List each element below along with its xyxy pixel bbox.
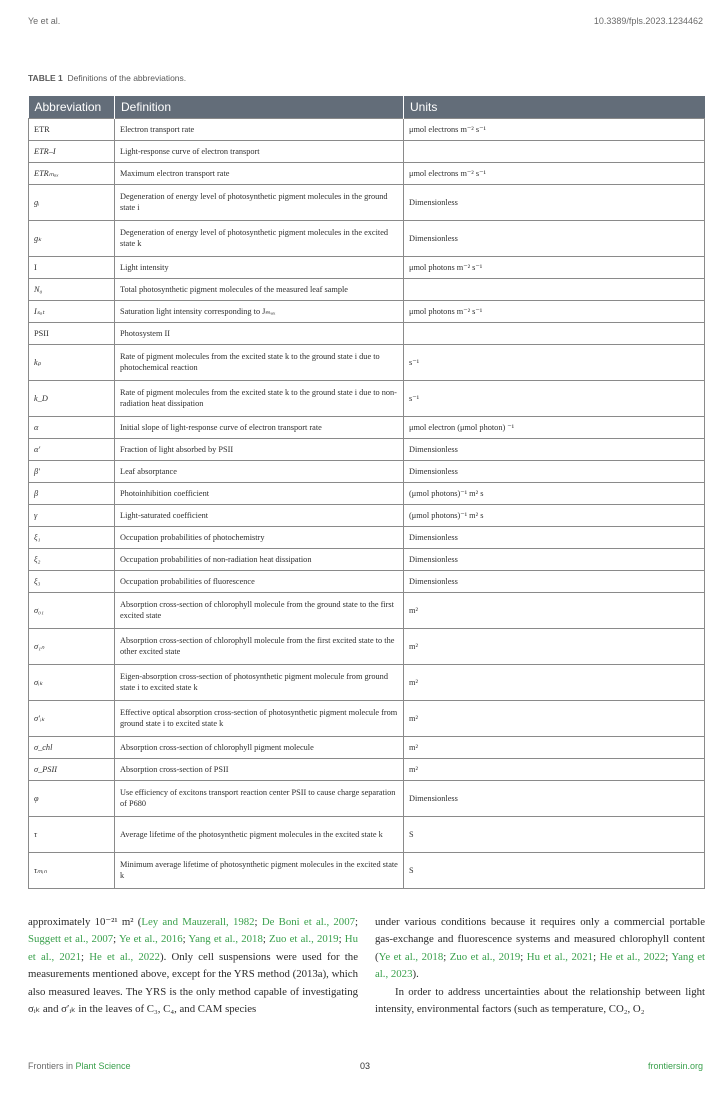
units-cell <box>404 700 705 736</box>
abbreviation-cell-text: ETRₘₐₓ <box>34 168 59 178</box>
units-cell-text: m² <box>409 742 418 752</box>
units-cell <box>404 758 705 780</box>
definition-cell <box>115 184 404 220</box>
abbreviation-cell-text: β <box>34 488 39 498</box>
definition-cell <box>115 162 404 184</box>
definition-cell <box>115 548 404 570</box>
units-cell-text: Dimensionless <box>409 466 458 476</box>
abbreviation-cell <box>29 700 115 736</box>
units-cell-text: S <box>409 865 414 875</box>
abbreviation-cell-text: β′ <box>34 466 40 476</box>
definition-cell <box>115 140 404 162</box>
definition-cell <box>115 220 404 256</box>
abbreviation-cell-text: kₚ <box>34 357 42 367</box>
units-cell <box>404 140 705 162</box>
units-cell-text: S <box>409 829 414 839</box>
table-caption <box>28 73 186 83</box>
units-cell-text: m² <box>409 641 418 651</box>
definition-cell <box>115 526 404 548</box>
footer-journal-name: Plant Science <box>75 1061 131 1071</box>
abbreviation-cell <box>29 300 115 322</box>
abbreviation-cell <box>29 758 115 780</box>
table-body <box>29 118 705 888</box>
table-row <box>29 570 705 592</box>
body-text-run: ; <box>182 933 189 946</box>
units-cell-text: μmol electrons m⁻² s⁻¹ <box>409 168 486 178</box>
units-cell-text: Dimensionless <box>409 233 458 243</box>
running-header-doi[interactable]: 10.3389/fpls.2023.1234462 <box>593 16 703 26</box>
definition-cell-text: Light-response curve of electron transport <box>120 146 260 156</box>
abbreviation-cell <box>29 548 115 570</box>
units-cell-text: Dimensionless <box>409 576 458 586</box>
abbreviation-cell-text: σ₁ₙ <box>34 641 45 651</box>
abbreviation-cell <box>29 628 115 664</box>
definition-cell <box>115 664 404 700</box>
column-header-definition: Definition <box>115 96 404 118</box>
definition-cell <box>115 438 404 460</box>
table-header-row <box>29 96 705 118</box>
body-text-run: ; <box>593 950 600 963</box>
table-row <box>29 438 705 460</box>
citation-link[interactable]: De Boni et al., 2007 <box>261 916 356 928</box>
units-cell-text: Dimensionless <box>409 793 458 803</box>
units-cell-text: μmol electrons m⁻² s⁻¹ <box>409 124 486 134</box>
definition-cell-text: Total photosynthetic pigment molecules of the measured leaf sample <box>120 284 348 294</box>
definition-cell-text: Light-saturated coefficient <box>120 510 209 520</box>
table-row <box>29 300 705 322</box>
abbreviation-cell <box>29 162 115 184</box>
table-row <box>29 460 705 482</box>
body-text-run: ). Only cell suspensions were used for the measurements mentioned above, except for the YRS method (2013a), which also measured leaves. The YRS is the only method capable of investigating σᵢₖ and σ′ᵢₖ in the leaves of C₃, C₄, and CAM species <box>28 950 358 1016</box>
definition-cell-text: Occupation probabilities of photochemistry <box>120 532 265 542</box>
table-row <box>29 118 705 140</box>
table-row <box>29 780 705 816</box>
units-cell-text: Dimensionless <box>409 444 458 454</box>
body-text-run: ; <box>520 950 527 963</box>
body-text-run: ; <box>355 916 359 928</box>
units-cell-text: s⁻¹ <box>409 357 420 367</box>
abbreviation-cell <box>29 438 115 460</box>
body-text-run: ; <box>113 933 119 946</box>
definition-cell <box>115 482 404 504</box>
abbreviation-cell <box>29 416 115 438</box>
definition-cell <box>115 300 404 322</box>
citation-link[interactable]: Zuo et al., 2019 <box>269 933 339 946</box>
table-row <box>29 852 705 888</box>
table-row <box>29 592 705 628</box>
abbreviation-cell <box>29 278 115 300</box>
abbreviation-cell-text: k_D <box>34 393 48 403</box>
abbreviation-cell <box>29 460 115 482</box>
abbreviation-cell <box>29 526 115 548</box>
units-cell <box>404 526 705 548</box>
definition-cell-text: Occupation probabilities of fluorescence <box>120 576 255 586</box>
units-cell-text: (μmol photons)⁻¹ m² s <box>409 510 484 520</box>
abbreviation-cell <box>29 852 115 888</box>
definition-cell-text: Fraction of light absorbed by PSII <box>120 444 234 454</box>
units-cell <box>404 184 705 220</box>
table-row <box>29 736 705 758</box>
table-row <box>29 278 705 300</box>
table-row <box>29 700 705 736</box>
abbreviation-cell <box>29 780 115 816</box>
units-cell <box>404 482 705 504</box>
definition-cell-text: Average lifetime of the photosynthetic pigment molecules in the excited state k <box>120 829 383 839</box>
abbreviation-cell <box>29 220 115 256</box>
footer-journal <box>28 1061 131 1071</box>
citation-link[interactable]: He et al., 2022 <box>89 950 160 963</box>
units-cell <box>404 504 705 526</box>
definition-cell-text: Leaf absorptance <box>120 466 177 476</box>
units-cell <box>404 664 705 700</box>
units-cell-text: Dimensionless <box>409 554 458 564</box>
definition-cell-text: Rate of pigment molecules from the excited state k to the ground state i due to non-radiation heat dissipation <box>120 388 397 408</box>
abbreviation-cell-text: gᵢ <box>34 197 40 207</box>
table-row <box>29 548 705 570</box>
units-cell <box>404 220 705 256</box>
citation-link[interactable]: Yang et al., 2023 <box>375 950 706 981</box>
definition-cell-text: Maximum electron transport rate <box>120 168 230 178</box>
body-text-run: ; <box>262 933 270 946</box>
definition-cell-text: Photosystem II <box>120 328 171 338</box>
definition-cell-text: Occupation probabilities of non-radiation heat dissipation <box>120 554 312 564</box>
running-header-authors: Ye et al. <box>28 16 61 26</box>
units-cell <box>404 548 705 570</box>
units-cell-text: (μmol photons)⁻¹ m² s <box>409 488 484 498</box>
footer-journal-prefix: Frontiers in <box>28 1061 74 1071</box>
abbreviation-cell-text: σ′ᵢₖ <box>34 713 45 723</box>
table-row <box>29 628 705 664</box>
definition-cell-text: Electron transport rate <box>120 124 195 134</box>
citation-link[interactable]: He et al., 2022 <box>599 950 666 963</box>
abbreviation-cell-text: γ <box>34 510 38 520</box>
definition-cell <box>115 256 404 278</box>
units-cell-text: m² <box>409 713 418 723</box>
units-cell <box>404 852 705 888</box>
column-header-abbreviation: Abbreviation <box>29 96 115 118</box>
abbreviation-cell <box>29 664 115 700</box>
abbreviation-cell-text: φ <box>34 793 39 803</box>
table-row <box>29 504 705 526</box>
table-row <box>29 344 705 380</box>
units-cell <box>404 628 705 664</box>
table-row <box>29 220 705 256</box>
definition-cell-text: Degeneration of energy level of photosynthetic pigment molecules in the ground state i <box>120 192 388 212</box>
citation-link[interactable]: Hu et al., 2021 <box>28 933 358 963</box>
definition-cell <box>115 118 404 140</box>
definition-cell <box>115 852 404 888</box>
abbreviation-cell <box>29 184 115 220</box>
abbreviation-cell <box>29 482 115 504</box>
units-cell <box>404 780 705 816</box>
units-cell-text: Dimensionless <box>409 532 458 542</box>
definition-cell-text: Absorption cross-section of chlorophyll molecule from the ground state to the first excited state <box>120 600 394 620</box>
footer-site-link[interactable]: frontiersin.org <box>647 1061 703 1071</box>
body-paragraph <box>28 914 358 1018</box>
body-column-right <box>375 914 705 1018</box>
definition-cell <box>115 380 404 416</box>
definition-cell-text: Saturation light intensity corresponding to Jₘₐₓ <box>120 306 276 316</box>
body-text-run: ). <box>412 968 419 981</box>
units-cell <box>404 344 705 380</box>
table-row <box>29 416 705 438</box>
units-cell <box>404 736 705 758</box>
units-cell <box>404 300 705 322</box>
units-cell <box>404 380 705 416</box>
table-row <box>29 380 705 416</box>
definition-cell <box>115 700 404 736</box>
abbreviation-cell-text: α′ <box>34 444 41 454</box>
body-text-run: approximately 10⁻²¹ m² ( <box>28 916 142 928</box>
column-header-units: Units <box>404 96 705 118</box>
abbreviation-cell-text: ETR–I <box>34 146 56 156</box>
abbreviation-cell-text: gₖ <box>34 233 42 243</box>
units-cell-text: Dimensionless <box>409 197 458 207</box>
abbreviation-cell-text: Iₛₐₜ <box>34 306 45 316</box>
units-cell <box>404 438 705 460</box>
abbreviation-cell-text: σ_PSII <box>34 764 57 774</box>
abbreviation-cell-text: τₘᵢₙ <box>34 865 47 875</box>
abbreviation-cell <box>29 118 115 140</box>
abbreviation-cell-text: α <box>34 422 39 432</box>
body-text-run: ; <box>338 933 345 946</box>
units-cell <box>404 460 705 482</box>
abbreviation-cell-text: τ <box>34 829 37 839</box>
body-text-run: under various conditions because it requires only a commercial portable gas-exchange and fluorescence systems and measured chlorophyll content ( <box>375 916 705 963</box>
abbreviation-cell-text: I <box>34 262 37 272</box>
table-row <box>29 816 705 852</box>
page-number: 03 <box>360 1061 371 1071</box>
definition-cell-text: Effective optical absorption cross-section of photosynthetic pigment molecule from ground state i to excited state k <box>120 708 398 728</box>
definition-cell <box>115 816 404 852</box>
units-cell <box>404 570 705 592</box>
definition-cell <box>115 592 404 628</box>
citation-link[interactable]: Suggett et al., 2007 <box>28 933 114 946</box>
table-row <box>29 184 705 220</box>
abbreviation-cell-text: N₀ <box>34 284 43 294</box>
definition-cell-text: Absorption cross-section of chlorophyll molecule from the first excited state to the other excited state <box>120 636 395 656</box>
units-cell <box>404 256 705 278</box>
definition-cell-text: Absorption cross-section of chlorophyll pigment molecule <box>120 742 314 752</box>
abbreviation-cell-text: σ_chl <box>34 742 53 752</box>
table-row <box>29 664 705 700</box>
abbreviations-table <box>28 96 705 889</box>
units-cell <box>404 162 705 184</box>
definition-cell <box>115 780 404 816</box>
definition-cell <box>115 322 404 344</box>
definition-cell <box>115 628 404 664</box>
units-cell-text: m² <box>409 764 418 774</box>
citation-link[interactable]: Yang et al., 2018 <box>188 933 263 946</box>
table-label: TABLE 1 <box>28 73 63 83</box>
abbreviation-cell <box>29 256 115 278</box>
table-row <box>29 256 705 278</box>
abbreviation-cell-text: σᵢₖ <box>34 677 43 687</box>
abbreviation-cell <box>29 592 115 628</box>
units-cell-text: m² <box>409 677 418 687</box>
citation-link[interactable]: Ye et al., 2018 <box>378 950 444 963</box>
definition-cell-text: Eigen-absorption cross-section of photosynthetic pigment molecule from ground state i to excited state k <box>120 672 388 692</box>
table-row <box>29 140 705 162</box>
definition-cell <box>115 758 404 780</box>
definition-cell <box>115 736 404 758</box>
units-cell <box>404 816 705 852</box>
citation-link[interactable]: Zuo et al., 2019 <box>449 950 521 963</box>
definition-cell-text: Initial slope of light-response curve of electron transport rate <box>120 422 322 432</box>
units-cell-text: μmol photons m⁻² s⁻¹ <box>409 306 483 316</box>
abbreviation-cell <box>29 140 115 162</box>
definition-cell-text: Use efficiency of excitons transport reaction center PSII to cause charge separation of P680 <box>120 788 396 808</box>
abbreviation-cell <box>29 380 115 416</box>
citation-link[interactable]: Ley and Mauzerall, 1982 <box>141 916 255 928</box>
abbreviation-cell <box>29 504 115 526</box>
table-row <box>29 526 705 548</box>
abbreviation-cell <box>29 736 115 758</box>
body-column-left <box>28 914 358 1018</box>
definition-cell <box>115 416 404 438</box>
citation-link[interactable]: Hu et al., 2021 <box>526 950 594 963</box>
abbreviation-cell-text: σ₀₁ <box>34 605 44 615</box>
body-text-run: ; <box>80 950 90 963</box>
table-caption-text: Definitions of the abbreviations. <box>67 73 187 83</box>
body-text-run: ; <box>443 950 450 963</box>
body-paragraph: In order to address uncertainties about the relationship between light intensity, environmental factors (such as temperature, CO₂, O₂ <box>375 985 705 1016</box>
definition-cell-text: Rate of pigment molecules from the excited state k to the ground state i due to photochemical reaction <box>120 352 380 372</box>
definition-cell-text: Photoinhibition coefficient <box>120 488 210 498</box>
units-cell <box>404 278 705 300</box>
units-cell-text: μmol electron (μmol photon) ⁻¹ <box>409 422 515 432</box>
abbreviation-cell <box>29 570 115 592</box>
abbreviation-cell-text: ξ₂ <box>34 554 41 564</box>
body-text-run: ; <box>254 916 262 928</box>
definition-cell <box>115 278 404 300</box>
definition-cell-text: Light intensity <box>120 262 169 272</box>
citation-link[interactable]: Ye et al., 2016 <box>118 933 183 946</box>
definition-cell <box>115 570 404 592</box>
definition-cell-text: Degeneration of energy level of photosynthetic pigment molecules in the excited state k <box>120 228 389 248</box>
abbreviation-cell-text: ξ₃ <box>34 576 41 586</box>
definition-cell-text: Minimum average lifetime of photosynthetic pigment molecules in the excited state k <box>120 860 398 880</box>
abbreviation-cell <box>29 816 115 852</box>
table-row <box>29 322 705 344</box>
table-row <box>29 758 705 780</box>
definition-cell <box>115 344 404 380</box>
units-cell <box>404 322 705 344</box>
body-paragraph <box>375 914 705 984</box>
units-cell-text: μmol photons m⁻² s⁻¹ <box>409 262 483 272</box>
definition-cell-text: Absorption cross-section of PSII <box>120 764 229 774</box>
abbreviation-cell-text: ξ₁ <box>34 532 41 542</box>
definition-cell <box>115 460 404 482</box>
table-row <box>29 482 705 504</box>
units-cell <box>404 416 705 438</box>
definition-cell <box>115 504 404 526</box>
units-cell <box>404 118 705 140</box>
units-cell-text: m² <box>409 605 418 615</box>
abbreviation-cell <box>29 344 115 380</box>
abbreviation-cell <box>29 322 115 344</box>
abbreviation-cell-text: ETR <box>34 124 50 134</box>
units-cell-text: s⁻¹ <box>409 393 420 403</box>
body-text-run: ; <box>665 950 672 963</box>
units-cell <box>404 592 705 628</box>
abbreviation-cell-text: PSII <box>34 328 49 338</box>
table-row <box>29 162 705 184</box>
